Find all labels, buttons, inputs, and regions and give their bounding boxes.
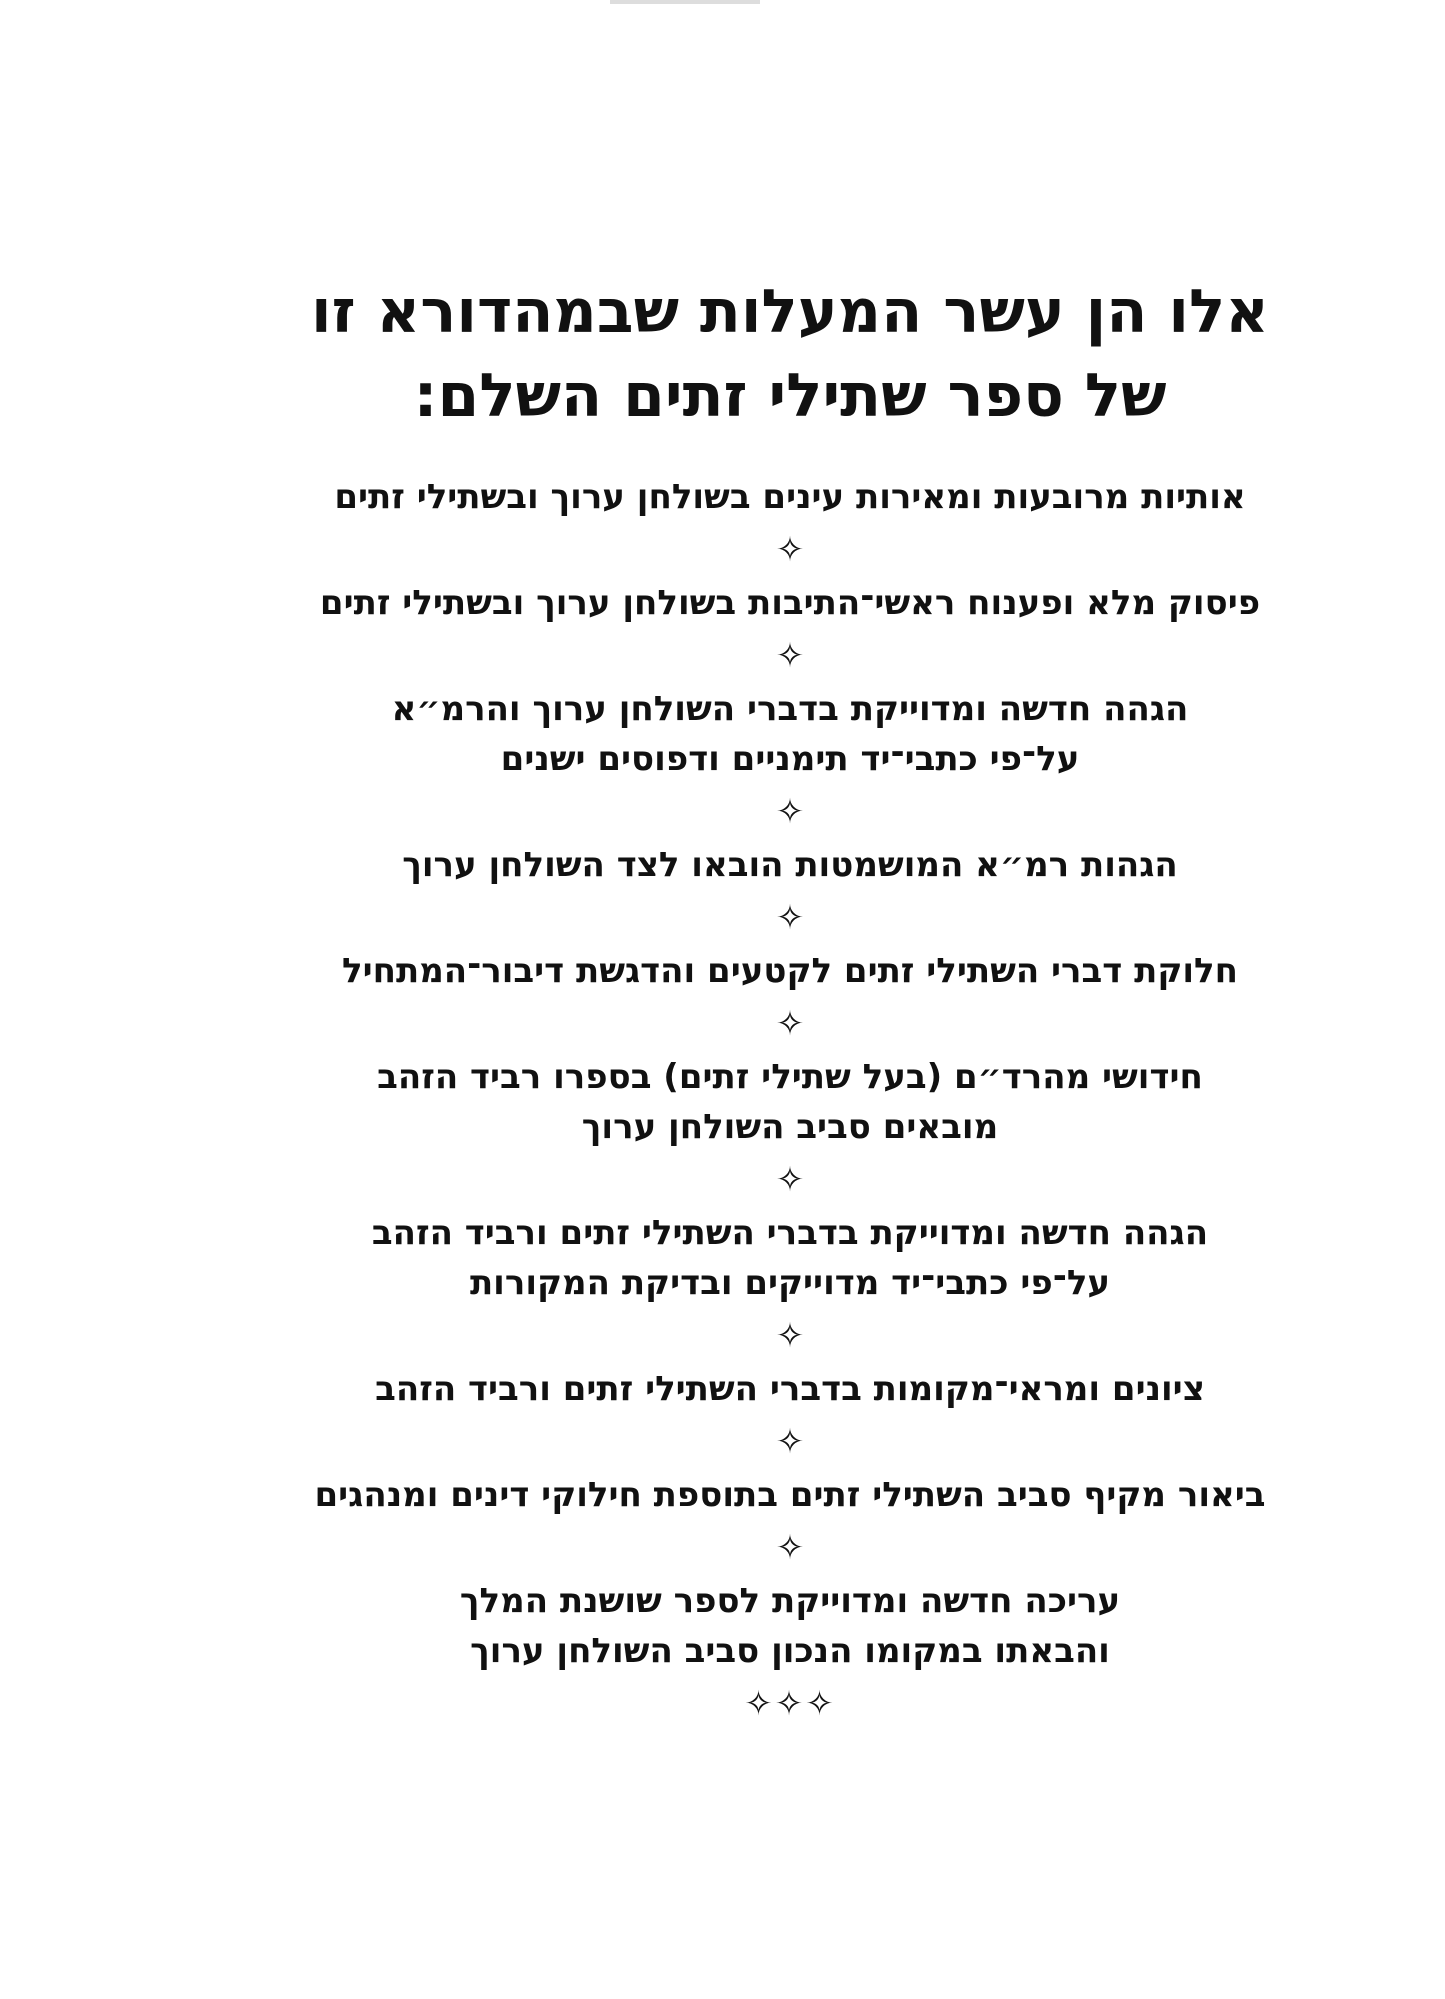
list-item bbox=[240, 1364, 1340, 1414]
list-item-line: פיסוק מלא ופענוח ראשי־התיבות בשולחן ערוך ובשתילי זתים bbox=[319, 583, 1261, 623]
star-separator-icon: ✧ bbox=[775, 1316, 805, 1356]
list-item bbox=[240, 578, 1340, 628]
page-title bbox=[240, 270, 1340, 438]
star-separator-icon: ✧ bbox=[775, 1160, 805, 1200]
list-item-line: הגהות רמ״א המושמטות הובאו לצד השולחן ערוך bbox=[402, 845, 1178, 885]
list-item bbox=[240, 946, 1340, 996]
list-item-line: מובאים סביב השולחן ערוך bbox=[581, 1107, 999, 1147]
star-separator-icon: ✧ bbox=[775, 898, 805, 938]
final-ornament: ✧✧✧ bbox=[744, 1684, 836, 1724]
list-item bbox=[240, 840, 1340, 890]
list-item-line: עריכה חדשה ומדוייקת לספר שושנת המלך bbox=[459, 1581, 1121, 1621]
list-item-line: ביאור מקיף סביב השתילי זתים בתוספת חילוקי דינים ומנהגים bbox=[314, 1475, 1266, 1515]
title-line-2: של ספר שתילי זתים השלם: bbox=[413, 361, 1167, 431]
list-item bbox=[240, 684, 1340, 784]
star-separator-icon: ✧ bbox=[775, 530, 805, 570]
list-item-line: על־פי כתבי־יד תימניים ודפוסים ישנים bbox=[500, 739, 1080, 779]
list-item bbox=[240, 472, 1340, 522]
list-item bbox=[240, 1052, 1340, 1152]
star-separator-icon: ✧ bbox=[775, 1422, 805, 1462]
list-item-line: הגהה חדשה ומדוייקת בדברי השתילי זתים ורביד הזהב bbox=[371, 1213, 1209, 1253]
list-item-line: הגהה חדשה ומדוייקת בדברי השולחן ערוך והרמ״א bbox=[391, 689, 1189, 729]
list-item bbox=[240, 1470, 1340, 1520]
title-line-1: אלו הן עשר המעלות שבמהדורא זו bbox=[311, 277, 1269, 347]
list-item-line: חלוקת דברי השתילי זתים לקטעים והדגשת דיבור־המתחיל bbox=[342, 951, 1238, 991]
scan-edge-mark bbox=[610, 0, 760, 4]
star-separator-icon: ✧ bbox=[775, 1528, 805, 1568]
star-separator-icon: ✧ bbox=[775, 792, 805, 832]
list-item bbox=[240, 1208, 1340, 1308]
list-item-line: והבאתו במקומו הנכון סביב השולחן ערוך bbox=[470, 1631, 1110, 1671]
star-separator-icon: ✧ bbox=[775, 636, 805, 676]
list-item-line: ציונים ומראי־מקומות בדברי השתילי זתים ורביד הזהב bbox=[375, 1369, 1205, 1409]
list-item-line: חידושי מהרד״ם (בעל שתילי זתים) בספרו רביד הזהב bbox=[377, 1057, 1203, 1097]
list-item-line: על־פי כתבי־יד מדוייקים ובדיקת המקורות bbox=[469, 1263, 1111, 1303]
list-item bbox=[240, 1576, 1340, 1676]
list-item-line: אותיות מרובעות ומאירות עינים בשולחן ערוך ובשתילי זתים bbox=[334, 477, 1246, 517]
features-list bbox=[240, 472, 1340, 1676]
star-separator-icon: ✧ bbox=[775, 1004, 805, 1044]
page-content bbox=[240, 270, 1340, 1732]
